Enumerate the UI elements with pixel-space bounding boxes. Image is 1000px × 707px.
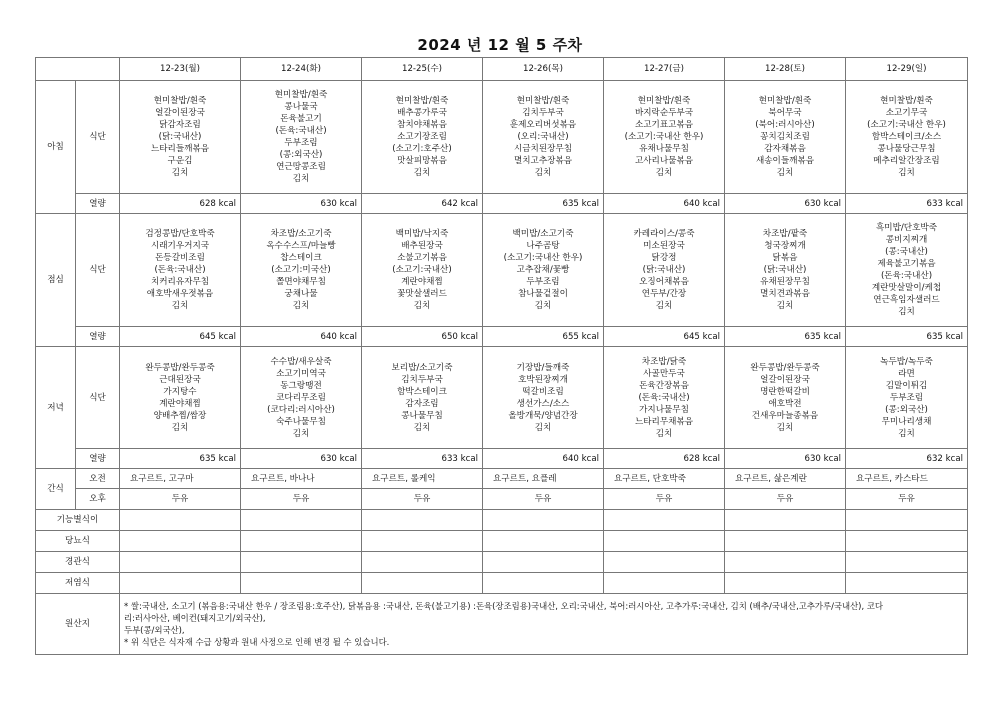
menu-item: 치커리유자무침 xyxy=(150,277,210,287)
menu-item: 닭볶음 xyxy=(772,253,798,263)
menu-item: 돈육간장볶음 xyxy=(639,380,689,391)
menu-item: 차조밥/팥죽 xyxy=(762,229,808,239)
snack-am-cell: 요구르트, 삶은계란 xyxy=(725,469,846,489)
menu-item: 꽃맛살샐러드 xyxy=(397,289,447,299)
menu-item: 김치 xyxy=(655,301,673,311)
calorie-value: 645 kcal xyxy=(604,327,725,347)
menu-item: 멸치견과볶음 xyxy=(760,289,810,299)
calorie-value: 640 kcal xyxy=(241,327,362,347)
menu-item: 현미찰밥/흰죽 xyxy=(274,90,328,100)
menu-item: 가지탕수 xyxy=(163,386,197,397)
menu-item: 올방개묵/양념간장 xyxy=(508,410,578,421)
menu-item: 수수밥/새우살죽 xyxy=(270,356,332,367)
menu-item: 연근땅콩조림 xyxy=(276,162,326,172)
calorie-label: 열량 xyxy=(76,327,120,347)
menu-item: (닭:국내산) xyxy=(158,132,202,142)
menu-item: 훈제오리버섯볶음 xyxy=(509,120,577,130)
menu-item: 닭강정 xyxy=(651,253,677,263)
day-header: 12-29(일) xyxy=(846,58,968,81)
snack-pm-cell: 두유 xyxy=(241,489,362,510)
snack-pm-row xyxy=(36,489,968,510)
menu-item: 김치 xyxy=(413,301,431,311)
menu-item: (소고기:호주산) xyxy=(392,144,452,154)
menu-item: 미소된장국 xyxy=(643,241,685,251)
breakfast-menu-cell xyxy=(725,81,846,194)
menu-item: 완두콩밥/완두콩죽 xyxy=(145,362,215,373)
menu-item: 찹스테이크 xyxy=(280,253,322,263)
tube-feeding-row xyxy=(36,552,968,573)
menu-item: 구운김 xyxy=(167,156,193,166)
menu-item: 소고기무국 xyxy=(885,108,928,118)
snack-label: 간식 xyxy=(36,469,76,510)
menu-item: 두부조림 xyxy=(889,392,924,403)
menu-item: 카레라이스/콩죽 xyxy=(633,229,695,239)
day-header: 12-27(금) xyxy=(604,58,725,81)
menu-item: (북어:러시아산) xyxy=(755,120,815,130)
tube-feeding-label: 경관식 xyxy=(36,552,120,573)
menu-item: 바지락순두부국 xyxy=(634,108,694,118)
page-title: 2024 년 12 월 5 주차 xyxy=(417,36,583,54)
menu-item: 김치 xyxy=(413,168,431,178)
menu-item: 콩비지찌개 xyxy=(885,235,928,245)
snack-pm-label: 오후 xyxy=(76,489,120,510)
calorie-label: 열량 xyxy=(76,449,120,469)
menu-item: 양배추찜/쌈장 xyxy=(153,410,207,421)
menu-item: 돈육불고기 xyxy=(280,114,322,124)
menu-item: 생선가스/소스 xyxy=(516,398,570,409)
menu-item: 현미찰밥/흰죽 xyxy=(153,96,207,106)
snack-pm-cell: 두유 xyxy=(604,489,725,510)
menu-item: 기장밥/들깨죽 xyxy=(516,362,570,373)
menu-item: 제육불고기볶음 xyxy=(877,259,936,269)
dinner-menu-cell xyxy=(725,347,846,449)
menu-item: (돈육:국내산) xyxy=(154,265,206,275)
snack-am-label: 오전 xyxy=(76,469,120,489)
origin-row xyxy=(36,594,968,655)
menu-item: 차조밥/닭죽 xyxy=(641,356,687,367)
menu-item: 배추된장국 xyxy=(401,241,443,251)
menu-item: 콩나물국 xyxy=(284,102,318,112)
menu-item: 차조밥/소고기죽 xyxy=(270,229,332,239)
menu-item: 꽁치김치조림 xyxy=(760,132,810,142)
lunch-menu-cell xyxy=(604,214,725,327)
menu-item: 숙주나물무침 xyxy=(276,416,326,427)
menu-item: 콩나물무침 xyxy=(401,410,443,421)
menu-item: 감자조림 xyxy=(405,398,439,409)
lunch-menu-cell xyxy=(120,214,241,327)
menu-item: 고사리나물볶음 xyxy=(634,156,694,166)
menu-item: 유채된장무침 xyxy=(760,277,810,287)
menu-item: 호박된장찌개 xyxy=(518,374,568,385)
dinner-label: 저녁 xyxy=(36,347,76,469)
menu-item: 계란맛살말이/케첩 xyxy=(871,283,942,293)
dinner-menu-cell xyxy=(483,347,604,449)
snack-am-cell: 요구르트, 단호박죽 xyxy=(604,469,725,489)
snack-pm-cell: 두유 xyxy=(846,489,968,510)
breakfast-menu-cell xyxy=(846,81,968,194)
header-corner xyxy=(36,58,120,81)
menu-item: 코다리무조림 xyxy=(276,392,326,403)
snack-pm-cell: 두유 xyxy=(362,489,483,510)
menu-item: 김치 xyxy=(898,168,915,178)
menu-item: 김치 xyxy=(171,301,189,311)
calorie-label: 열량 xyxy=(76,194,120,214)
functional-diet-row xyxy=(36,510,968,531)
menu-item: 건새우마늘종볶음 xyxy=(751,410,819,421)
day-header: 12-28(토) xyxy=(725,58,846,81)
menu-item: 현미찰밥/흰죽 xyxy=(758,96,812,106)
meal-label: 식단 xyxy=(76,347,120,449)
origin-notes xyxy=(120,594,968,655)
dinner-menu-cell xyxy=(120,347,241,449)
calorie-value: 628 kcal xyxy=(120,194,241,214)
origin-label: 원산지 xyxy=(36,594,120,655)
snack-am-cell: 요구르트, 요플레 xyxy=(483,469,604,489)
menu-item: (소고기:국내산 한우) xyxy=(503,253,583,263)
menu-item: 느타리무채볶음 xyxy=(634,416,694,427)
menu-item: 소고기장조림 xyxy=(397,132,447,142)
menu-item: 궁채나물 xyxy=(284,289,318,299)
dinner-kcal-row xyxy=(36,449,968,469)
menu-item: 떡갈비조림 xyxy=(522,386,564,397)
menu-item: 돈등갈비조림 xyxy=(155,253,205,263)
calorie-value: 635 kcal xyxy=(846,327,968,347)
calorie-value: 632 kcal xyxy=(846,449,968,469)
menu-item: 현미찰밥/흰죽 xyxy=(880,96,933,106)
menu-item: 김치 xyxy=(776,168,794,178)
breakfast-menu-cell xyxy=(241,81,362,194)
menu-item: 함박스테이크 xyxy=(397,386,447,397)
calorie-value: 635 kcal xyxy=(120,449,241,469)
menu-item: 백미밥/낙지죽 xyxy=(395,229,449,239)
menu-item: 연두부/간장 xyxy=(641,289,687,299)
lunch-label: 점심 xyxy=(36,214,76,347)
lunch-menu-row xyxy=(36,214,968,327)
calorie-value: 650 kcal xyxy=(362,327,483,347)
menu-item: (돈육:국내산) xyxy=(275,126,327,136)
calorie-value: 640 kcal xyxy=(483,449,604,469)
menu-item: (오리:국내산) xyxy=(517,132,569,142)
calorie-value: 630 kcal xyxy=(725,449,846,469)
menu-item: (소고기:국내산 한우) xyxy=(624,132,704,142)
menu-item: 김치두부국 xyxy=(522,108,564,118)
menu-item: 가지나물무침 xyxy=(639,404,689,415)
menu-item: 소고기미역국 xyxy=(276,368,326,379)
menu-item: (소고기:미국산) xyxy=(271,265,331,275)
origin-line: 두부(콩/외국산), xyxy=(124,625,185,635)
menu-item: 유채나물무침 xyxy=(639,144,689,154)
menu-item: 현미찰밥/흰죽 xyxy=(516,96,570,106)
snack-pm-cell: 두유 xyxy=(120,489,241,510)
menu-item: 김치 xyxy=(534,422,552,433)
day-header: 12-24(화) xyxy=(241,58,362,81)
menu-item: 김치 xyxy=(292,174,310,184)
menu-item: (소고기:국내산 한우) xyxy=(867,120,946,130)
menu-item: 현미찰밥/흰죽 xyxy=(395,96,449,106)
menu-item: 김치 xyxy=(898,307,915,317)
menu-item: (닭:국내산) xyxy=(642,265,686,275)
calorie-value: 630 kcal xyxy=(241,449,362,469)
menu-item: 청국장찌개 xyxy=(764,241,806,251)
day-header: 12-23(월) xyxy=(120,58,241,81)
lunch-menu-cell xyxy=(846,214,968,327)
menu-item: 소고기표고볶음 xyxy=(634,120,694,130)
snack-am-cell: 요구르트, 롤케익 xyxy=(362,469,483,489)
calorie-value: 655 kcal xyxy=(483,327,604,347)
menu-item: 김치 xyxy=(171,168,189,178)
breakfast-menu-row xyxy=(36,81,968,194)
diabetic-diet-label: 당뇨식 xyxy=(36,531,120,552)
origin-line: * 쌀:국내산, 소고기 (볶음용:국내산 한우 / 장조림용:호주산), 닭볶음용 :국내산, 돈육(불고기용) :돈육(장조림용)국내산, 오리:국내산, 북어:러시아산, 고추가루:국내산, 김치 (배추/국내산,고추가루/국내산), 코다 xyxy=(124,601,883,611)
snack-am-cell: 요구르트, 카스타드 xyxy=(846,469,968,489)
menu-item: 메추리알간장조림 xyxy=(873,156,940,166)
menu-item: (돈육:국내산) xyxy=(638,392,690,403)
menu-item: 현미찰밥/흰죽 xyxy=(637,96,691,106)
lunch-menu-cell xyxy=(241,214,362,327)
calorie-value: 633 kcal xyxy=(362,449,483,469)
day-header: 12-26(목) xyxy=(483,58,604,81)
dinner-menu-cell xyxy=(241,347,362,449)
menu-item: 소불고기볶음 xyxy=(397,253,447,263)
menu-item: 김치 xyxy=(655,168,673,178)
menu-item: 계란야채찜 xyxy=(159,398,201,409)
menu-item: 감자채볶음 xyxy=(764,144,806,154)
calorie-value: 630 kcal xyxy=(241,194,362,214)
menu-item: 시래기우거지국 xyxy=(150,241,210,251)
menu-item: 참나물겉절이 xyxy=(518,289,568,299)
menu-item: (코다리:러시아산) xyxy=(267,404,335,415)
calorie-value: 628 kcal xyxy=(604,449,725,469)
menu-item: 김치 xyxy=(171,422,189,433)
snack-am-row xyxy=(36,469,968,489)
menu-item: 연근흑임자샐러드 xyxy=(873,295,940,305)
menu-item: 김치 xyxy=(292,428,310,439)
menu-item: 완두콩밥/완두콩죽 xyxy=(750,362,820,373)
menu-item: 김치 xyxy=(655,428,673,439)
menu-item: 라면 xyxy=(898,368,915,379)
snack-pm-cell: 두유 xyxy=(483,489,604,510)
menu-item: 참치야채볶음 xyxy=(397,120,447,130)
breakfast-menu-cell xyxy=(483,81,604,194)
origin-line: * 위 식단은 식자재 수급 상황과 원내 사정으로 인해 변경 될 수 있습니다. xyxy=(124,637,390,647)
menu-item: (콩:국내산) xyxy=(885,247,928,257)
menu-item: 나주곰탕 xyxy=(526,241,560,251)
menu-item: 흑미밥/단호박죽 xyxy=(875,223,937,233)
menu-item: (콩:외국산) xyxy=(279,150,323,160)
low-salt-diet-row xyxy=(36,573,968,594)
menu-item: 김치두부국 xyxy=(401,374,443,385)
menu-item: 무미나리생채 xyxy=(881,416,932,427)
menu-item: 오징어채볶음 xyxy=(639,277,689,287)
menu-item: 김치 xyxy=(776,422,794,433)
menu-item: 동그랑땡전 xyxy=(280,380,322,391)
menu-item: (소고기:국내산) xyxy=(392,265,452,275)
menu-item: 배추콩가루국 xyxy=(397,108,447,118)
calorie-value: 635 kcal xyxy=(483,194,604,214)
menu-item: 검정콩밥/단호박죽 xyxy=(145,229,215,239)
menu-item: 사골만두국 xyxy=(643,368,685,379)
menu-item: 근대된장국 xyxy=(159,374,201,385)
lunch-kcal-row xyxy=(36,327,968,347)
menu-item: 콩나물당근무침 xyxy=(877,144,936,154)
menu-item: 함박스테이크/소스 xyxy=(871,132,942,142)
menu-item: 고추잡채/꽃빵 xyxy=(516,265,570,275)
menu-item: 두부조림 xyxy=(284,138,318,148)
menu-item: 계란야채찜 xyxy=(401,277,443,287)
dinner-menu-cell xyxy=(604,347,725,449)
menu-item: 북어무국 xyxy=(768,108,802,118)
menu-item: 김치 xyxy=(292,301,310,311)
calorie-value: 630 kcal xyxy=(725,194,846,214)
breakfast-kcal-row xyxy=(36,194,968,214)
snack-am-cell: 요구르트, 고구마 xyxy=(120,469,241,489)
menu-item: 김치 xyxy=(534,301,552,311)
day-header: 12-25(수) xyxy=(362,58,483,81)
header-row xyxy=(36,58,968,81)
menu-item: 멸치고추장볶음 xyxy=(513,156,573,166)
dinner-menu-cell xyxy=(362,347,483,449)
menu-item: 명란한떡갈비 xyxy=(760,386,810,397)
breakfast-label: 아침 xyxy=(36,81,76,214)
menu-item: 백미밥/소고기죽 xyxy=(512,229,574,239)
menu-item: 애호박전 xyxy=(768,398,802,409)
breakfast-menu-cell xyxy=(362,81,483,194)
menu-item: 김치 xyxy=(776,301,794,311)
menu-item: 김치 xyxy=(898,428,915,439)
calorie-value: 633 kcal xyxy=(846,194,968,214)
calorie-value: 645 kcal xyxy=(120,327,241,347)
diabetic-diet-row xyxy=(36,531,968,552)
menu-item: 두부조림 xyxy=(526,277,560,287)
lunch-menu-cell xyxy=(725,214,846,327)
menu-item: 닭감자조림 xyxy=(159,120,201,130)
meal-label: 식단 xyxy=(76,81,120,194)
snack-am-cell: 요구르트, 바나나 xyxy=(241,469,362,489)
lunch-menu-cell xyxy=(483,214,604,327)
calorie-value: 635 kcal xyxy=(725,327,846,347)
functional-diet-label: 기능별식이 xyxy=(36,510,120,531)
menu-item: 새송이들깨볶음 xyxy=(755,156,815,166)
lunch-menu-cell xyxy=(362,214,483,327)
calorie-value: 640 kcal xyxy=(604,194,725,214)
menu-item: 시금치된장무침 xyxy=(513,144,573,154)
dinner-menu-row xyxy=(36,347,968,449)
menu-item: 녹두밥/녹두죽 xyxy=(880,356,933,367)
menu-item: 옥수수스프/마늘빵 xyxy=(266,241,336,251)
menu-item: 쫄면야채무침 xyxy=(276,277,326,287)
calorie-value: 642 kcal xyxy=(362,194,483,214)
breakfast-menu-cell xyxy=(604,81,725,194)
breakfast-menu-cell xyxy=(120,81,241,194)
dinner-menu-cell xyxy=(846,347,968,449)
menu-item: 김치 xyxy=(413,422,431,433)
menu-item: 애호박새우젓볶음 xyxy=(146,289,214,299)
menu-item: 얼갈이된장국 xyxy=(155,108,205,118)
menu-item: (닭:국내산) xyxy=(763,265,807,275)
meal-label: 식단 xyxy=(76,214,120,327)
menu-item: 김말이튀김 xyxy=(885,380,928,391)
menu-item: 맛살피망볶음 xyxy=(397,156,447,166)
menu-item: 느타리들깨볶음 xyxy=(150,144,210,154)
menu-item: (콩:외국산) xyxy=(885,404,928,415)
menu-item: (돈육:국내산) xyxy=(880,271,933,281)
origin-line: 리:러사아산, 베이컨(돼지고기/외국산), xyxy=(124,613,266,623)
low-salt-diet-label: 저염식 xyxy=(36,573,120,594)
weekly-menu-table xyxy=(35,57,968,655)
snack-pm-cell: 두유 xyxy=(725,489,846,510)
menu-item: 얼갈이된장국 xyxy=(760,374,810,385)
menu-item: 김치 xyxy=(534,168,552,178)
menu-item: 보리밥/소고기죽 xyxy=(391,362,453,373)
